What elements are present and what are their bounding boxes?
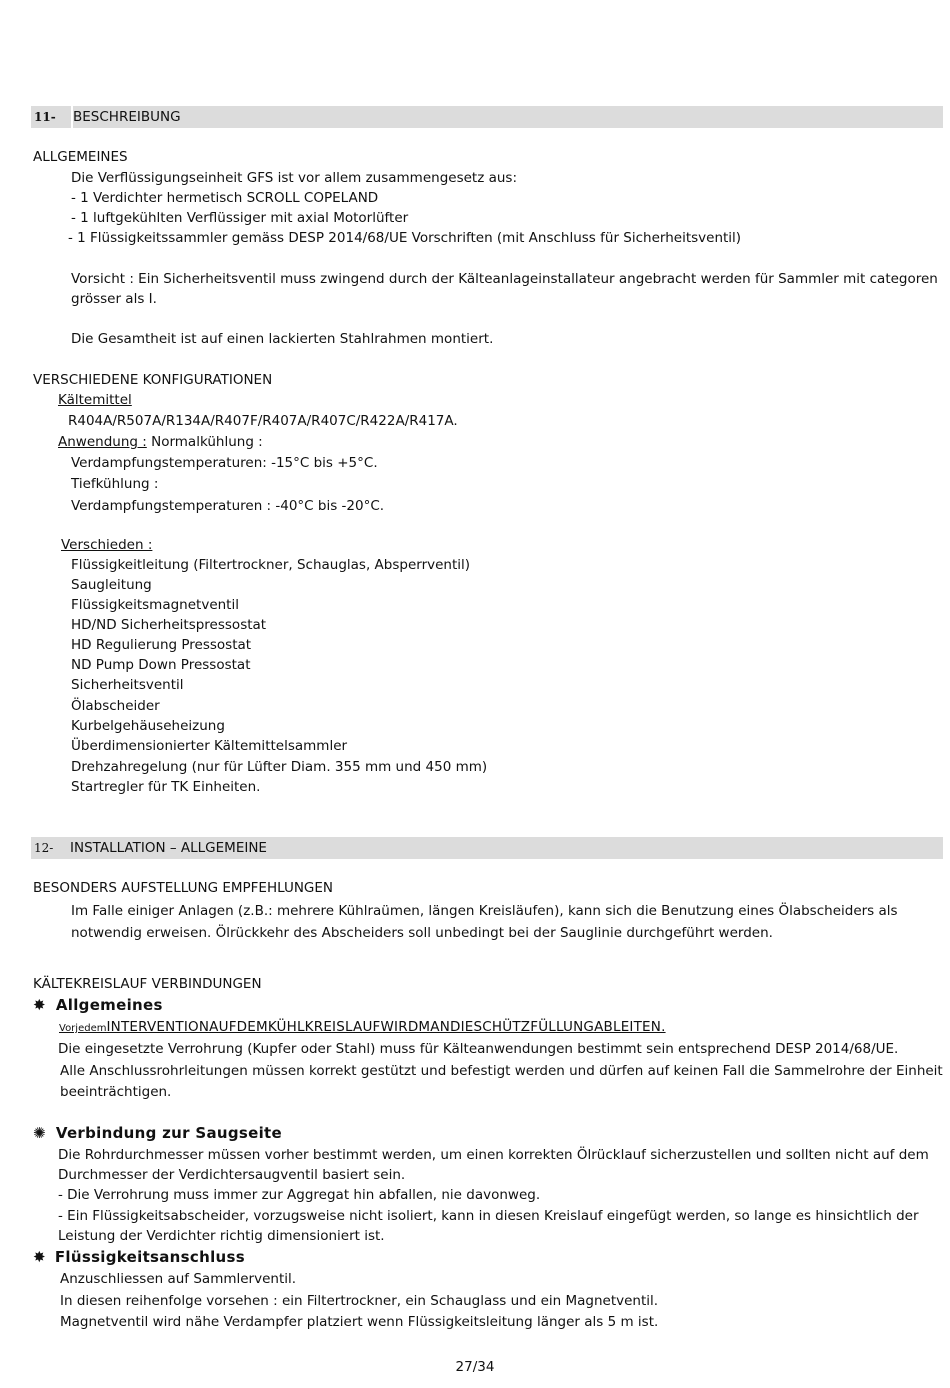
application-label: Anwendung :	[58, 434, 147, 450]
frame-text: Die Gesamtheit ist auf einen lackierten Stahlrahmen montiert.	[71, 331, 494, 347]
saug-text: Leistung der Verdichter richtig dimensioniert ist.	[58, 1228, 385, 1244]
deep-cooling-label: Tiefkühlung :	[71, 476, 159, 492]
konfigurationen-heading: VERSCHIEDENE KONFIGURATIONEN	[33, 372, 273, 388]
saug-text: - Ein Flüssigkeitsabscheider, vorzugsweise nicht isoliert, kann in diesen Kreislauf eingefügt werden, so lange es hinsichtlich der	[58, 1208, 919, 1224]
star-bullet-icon: ✸	[33, 1248, 46, 1266]
misc-item: Ölabscheider	[71, 698, 160, 714]
section-12-title: INSTALLATION – ALLGEMEINE	[70, 840, 267, 856]
allgemeines-intro: Die Verflüssigungseinheit GFS ist vor allem zusammengesetz aus:	[71, 170, 517, 186]
refrigerant-list: R404A/R507A/R134A/R407F/R407A/R407C/R422A/R417A.	[68, 413, 458, 429]
fluessig-text: Anzuschliessen auf Sammlerventil.	[60, 1271, 297, 1287]
misc-item: Startregler für TK Einheiten.	[71, 779, 261, 795]
misc-item: Drehzahregelung (nur für Lüfter Diam. 355 mm und 450 mm)	[71, 759, 488, 775]
caution-line: grösser als I.	[71, 291, 157, 307]
fluessig-text: In diesen reihenfolge vorsehen : ein Filtertrockner, ein Schauglass und ein Magnetventil.	[60, 1293, 659, 1309]
misc-item: Überdimensionierter Kältemittelsammler	[71, 738, 348, 754]
section-11-header	[31, 106, 943, 128]
saug-text: - Die Verrohrung muss immer zur Aggregat hin abfallen, nie davonweg.	[58, 1187, 541, 1203]
misc-item: ND Pump Down Pressostat	[71, 657, 251, 673]
allgemeines-text: Die eingesetzte Verrohrung (Kupfer oder Stahl) muss für Kälteanwendungen bestimmt sein entsprechend DESP 2014/68/UE.	[58, 1041, 899, 1057]
saug-text: Die Rohrdurchmesser müssen vorher bestimmt werden, um einen korrekten Ölrücklauf sicherzustellen und sollten nicht auf dem	[58, 1147, 929, 1163]
page-number: 27/34	[455, 1359, 495, 1375]
section-12-number: 12-	[34, 841, 54, 855]
misc-item: Sicherheitsventil	[71, 677, 184, 693]
saug-subheading	[33, 1124, 282, 1143]
allgemeines-text: beeinträchtigen.	[60, 1084, 172, 1100]
section-11-title: BESCHREIBUNG	[73, 109, 181, 125]
empfehlungen-text: Im Falle einiger Anlagen (z.B.: mehrere Kühlraümen, längen Kreisläufen), kann sich die Benutzung eines Ölabscheiders als	[71, 903, 898, 919]
allgemeines-text: Alle Anschlussrohrleitungen müssen korrekt gestützt und befestigt werden und dürfen auf keinen Fall die Sammelrohre der Einheit	[60, 1063, 943, 1079]
component-item: - 1 luftgekühlten Verflüssiger mit axial Motorlüfter	[71, 210, 409, 226]
normal-temp: Verdampfungstemperaturen: -15°C bis +5°C.	[71, 455, 378, 471]
fluessig-text: Magnetventil wird nähe Verdampfer platziert wenn Flüssigkeitsleitung länger als 5 m ist.	[60, 1314, 659, 1330]
misc-item: Kurbelgehäuseheizung	[71, 718, 225, 734]
component-item: - 1 Verdichter hermetisch SCROLL COPELAND	[71, 190, 379, 206]
misc-item: Saugleitung	[71, 577, 152, 593]
fluessig-subtitle: Flüssigkeitsanschluss	[54, 1248, 245, 1266]
deep-temp: Verdampfungstemperaturen : -40°C bis -20°C.	[71, 498, 385, 514]
allgemeines-subheading	[33, 996, 163, 1015]
kreislauf-heading: KÄLTEKREISLAUF VERBINDUNGEN	[33, 976, 262, 992]
allgemeines-subtitle: Allgemeines	[55, 996, 163, 1014]
misc-item: HD/ND Sicherheitspressostat	[71, 617, 267, 633]
empfehlungen-text: notwendig erweisen. Ölrückkehr des Abscheiders soll unbedingt bei der Sauglinie durchgeführt werden.	[71, 925, 773, 941]
allgemeines-heading: ALLGEMEINES	[33, 149, 128, 165]
misc-item: HD Regulierung Pressostat	[71, 637, 252, 653]
application-row	[58, 433, 263, 451]
warning-line	[59, 1018, 666, 1038]
saug-subtitle: Verbindung zur Saugseite	[55, 1124, 283, 1142]
section-12-header	[31, 837, 943, 859]
star-bullet-icon: ✺	[33, 1124, 46, 1142]
component-item: - 1 Flüssigkeitssammler gemäss DESP 2014/68/UE Vorschriften (mit Anschluss für Sicherheitsventil)	[68, 230, 742, 246]
section-11-number: 11-	[34, 110, 56, 124]
star-bullet-icon: ✸	[33, 996, 46, 1014]
empfehlungen-heading: BESONDERS AUFSTELLUNG EMPFEHLUNGEN	[33, 880, 334, 896]
misc-item: Flüssigkeitsmagnetventil	[71, 597, 239, 613]
saug-text: Durchmesser der Verdichtersaugventil basiert sein.	[58, 1167, 406, 1183]
caution-line: Vorsicht : Ein Sicherheitsventil muss zwingend durch der Kälteanlageinstallateur angebracht werden für Sammler mit categoren	[71, 271, 938, 287]
fluessig-subheading	[33, 1248, 245, 1267]
misc-item: Flüssigkeitleitung (Filtertrockner, Schauglas, Absperrventil)	[71, 557, 471, 573]
refrigerant-label: Kältemittel	[58, 392, 132, 408]
misc-label: Verschieden :	[61, 537, 153, 553]
normal-cooling-label: Normalkühlung :	[151, 434, 263, 450]
warning-text: INTERVENTIONAUFDEMKÜHLKREISLAUFWIRDMANDIESCHÜTZFÜLLUNGABLEITEN.	[106, 1019, 666, 1035]
warning-prefix: Vorjedem	[59, 1023, 107, 1034]
